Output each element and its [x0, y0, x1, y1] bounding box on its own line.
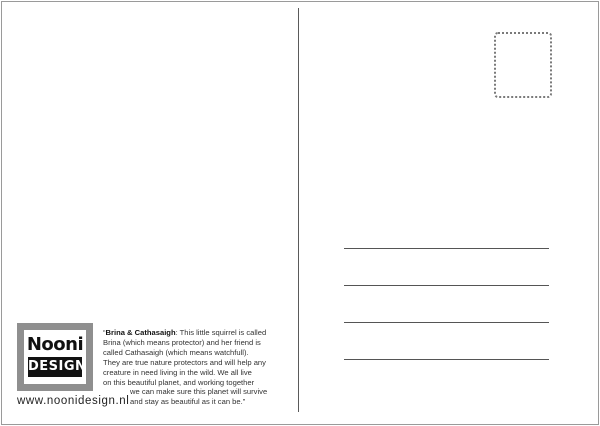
story-line-2: Brina (which means protector) and her friend is [103, 337, 261, 347]
story-line-4: They are true nature protectors and will help any [103, 357, 266, 367]
address-line-2 [344, 285, 549, 286]
logo-brand-top: Nooni [26, 334, 84, 355]
address-line-4 [344, 359, 549, 360]
story-line-7: we can make sure this planet will survive [130, 387, 268, 397]
nooni-design-logo [17, 323, 93, 391]
story-line-6: on this beautiful planet, and working together [103, 377, 255, 387]
story-line-1: “Brina & Cathasaigh: This little squirrel is called [103, 328, 267, 337]
logo-brand-bottom: DESIGN [28, 357, 82, 377]
story-line-3: called Cathasaigh (which means watchfull). [103, 347, 249, 357]
website-url: www.noonidesign.nl [17, 395, 130, 407]
story-line-8: and stay as beautiful as it can be.” [130, 397, 246, 407]
story-line-5: creature in need living in the wild. We all live [103, 367, 252, 377]
address-line-3 [344, 322, 549, 323]
address-line-1 [344, 248, 549, 249]
logo-inner [24, 330, 86, 384]
story-title: Brina & Cathasaigh [105, 328, 176, 337]
story-text [103, 328, 303, 407]
stamp-placeholder [494, 32, 552, 98]
